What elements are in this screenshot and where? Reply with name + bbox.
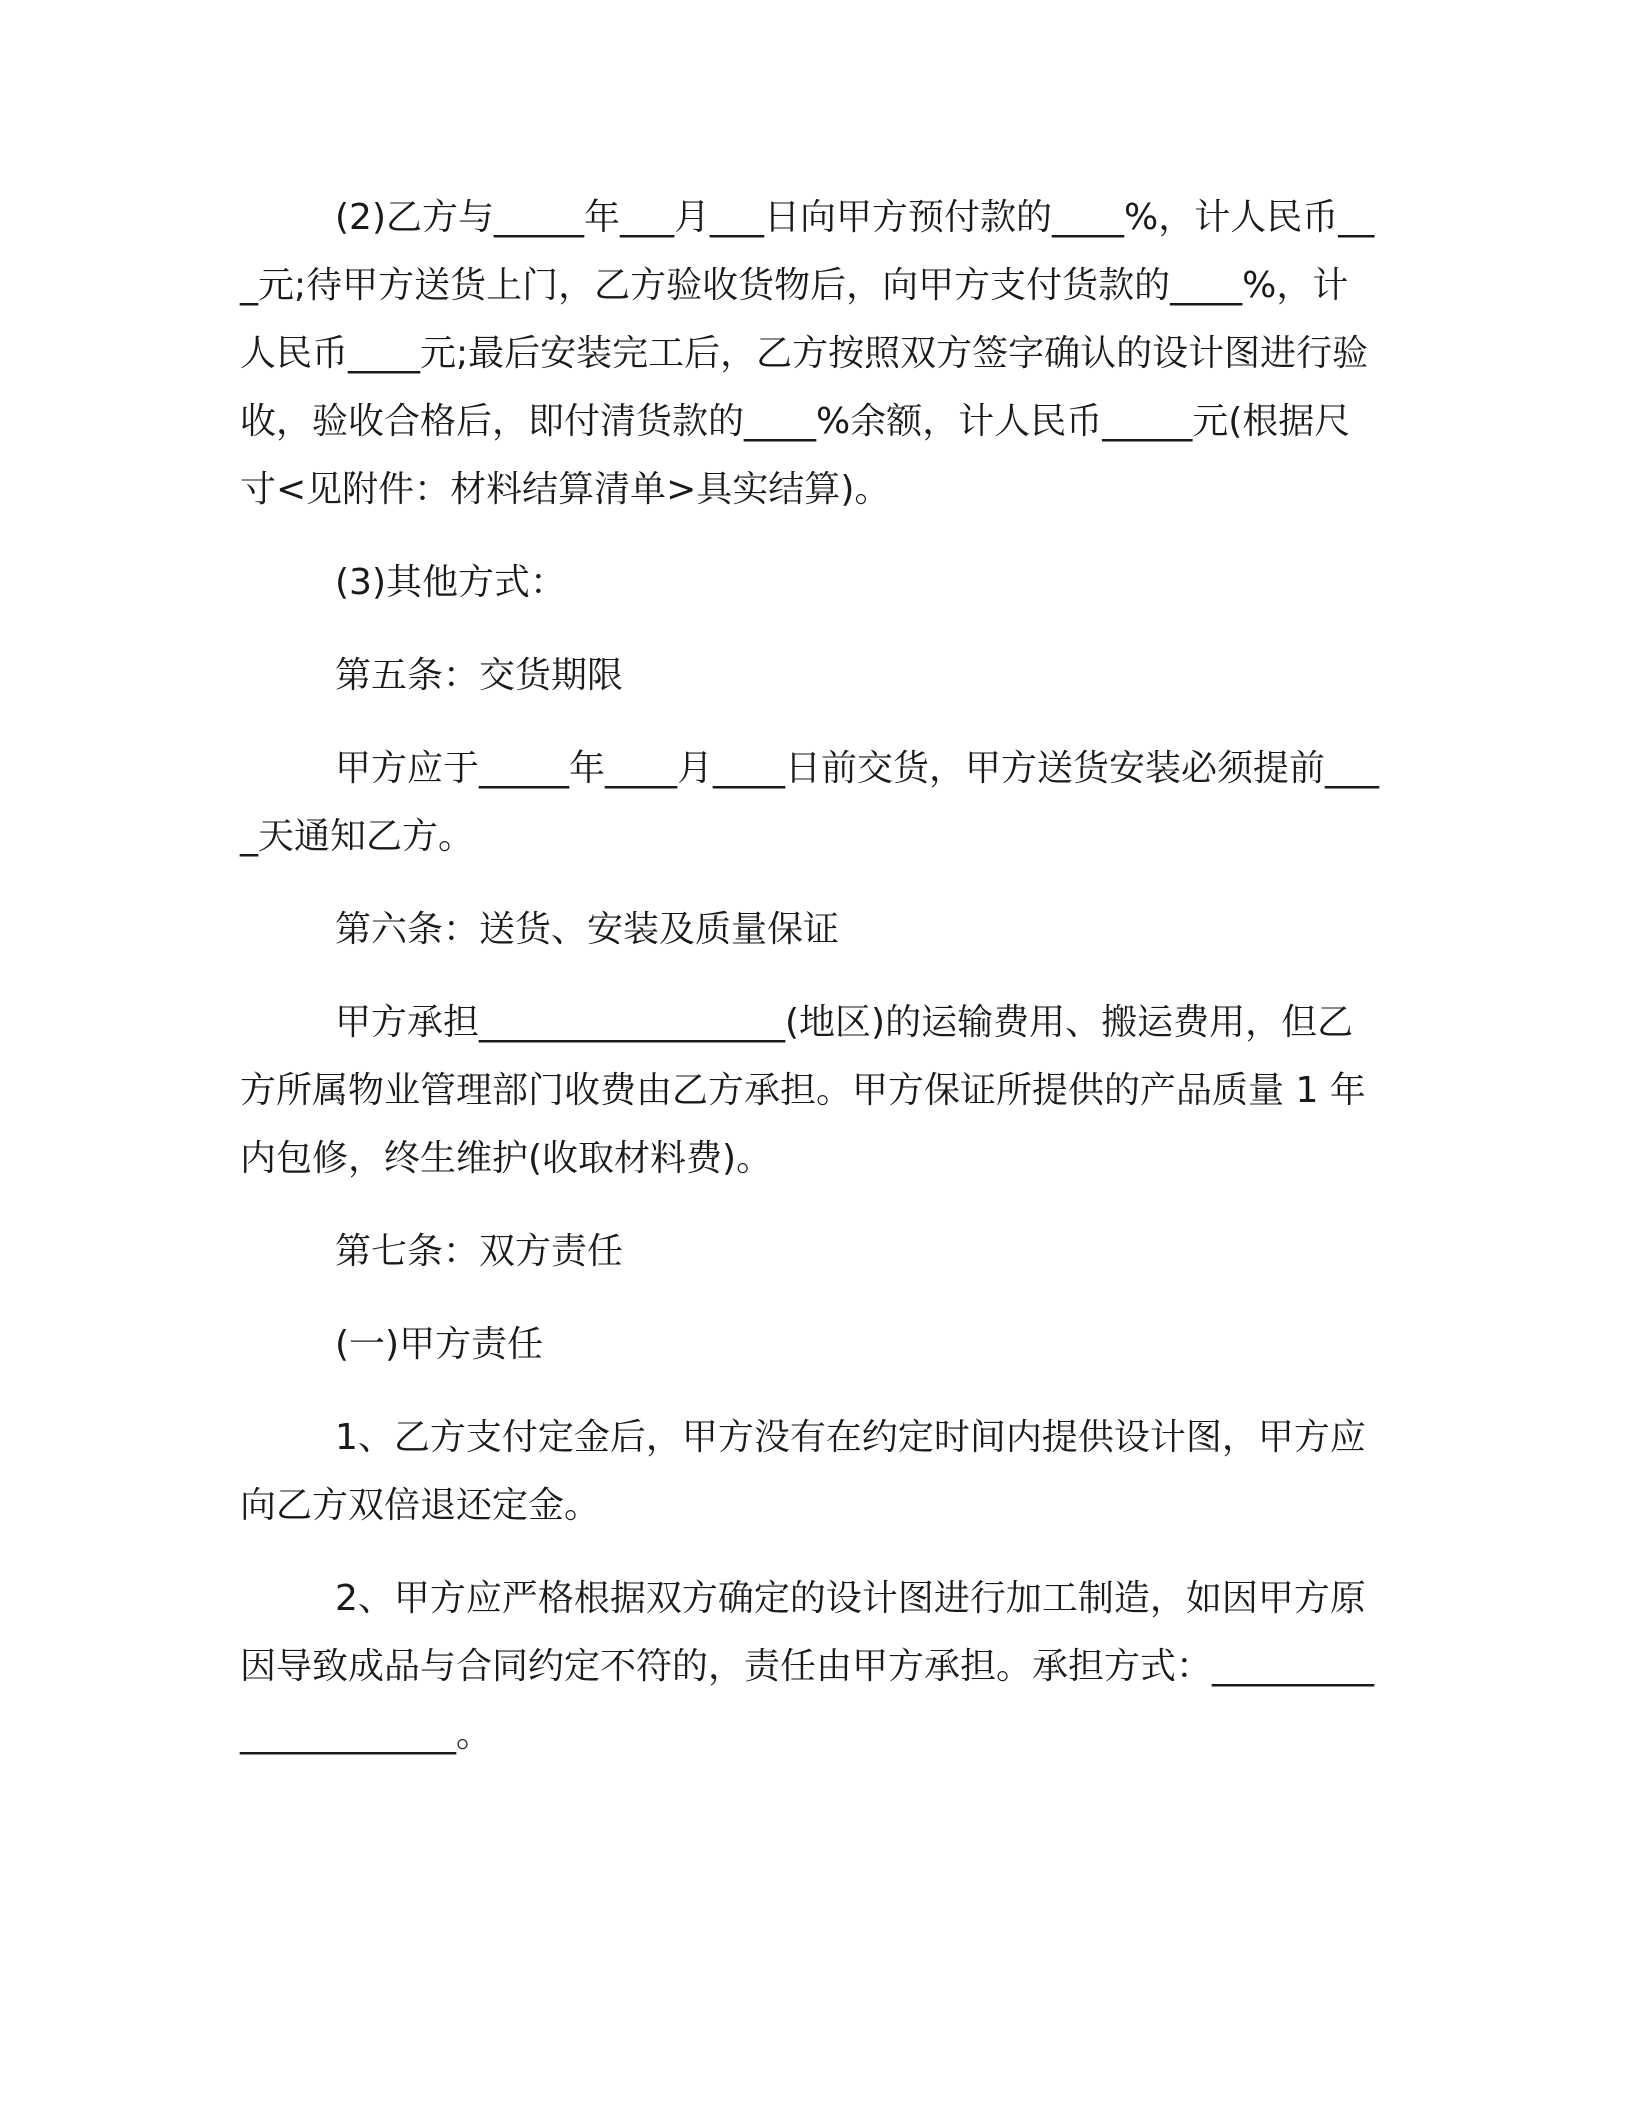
responsibility-item-1: 1、乙方支付定金后，甲方没有在约定时间内提供设计图，甲方应向乙方双倍退还定金。	[240, 1417, 1366, 1526]
responsibility-item-2: 2、甲方应严格根据双方确定的设计图进行加工制造，如因甲方原因导致成品与合同约定不符的，责任由甲方承担。承担方式：_____________________。	[240, 1578, 1375, 1755]
party-a-responsibility-heading: (一)甲方责任	[335, 1324, 544, 1365]
document-body	[240, 184, 1380, 1769]
article-5-paragraph: 甲方应于_____年____月____日前交货，甲方送货安装必须提前____天通知乙方。	[240, 748, 1380, 857]
article-5-heading: 第五条：交货期限	[335, 655, 624, 696]
payment-method-3-paragraph: (3)其他方式：	[335, 562, 566, 603]
article-6-heading: 第六条：送货、安装及质量保证	[335, 909, 840, 950]
article-6-paragraph: 甲方承担_________________(地区)的运输费用、搬运费用，但乙方所属物业管理部门收费由乙方承担。甲方保证所提供的产品质量 1 年内包修，终生维护(收取材料费)。	[240, 1002, 1366, 1179]
payment-method-2-paragraph: (2)乙方与_____年___月___日向甲方预付款的____%，计人民币___元;待甲方送货上门，乙方验收货物后，向甲方支付货款的____%，计人民币____元;最后安装完工后，乙方按照双方签字确认的设计图进行验收，验收合格后，即付清货款的____%余额，计人民币_____元(根据尺寸<见附件：材料结算清单>具实结算)。	[240, 197, 1375, 510]
article-7-heading: 第七条：双方责任	[335, 1231, 624, 1272]
